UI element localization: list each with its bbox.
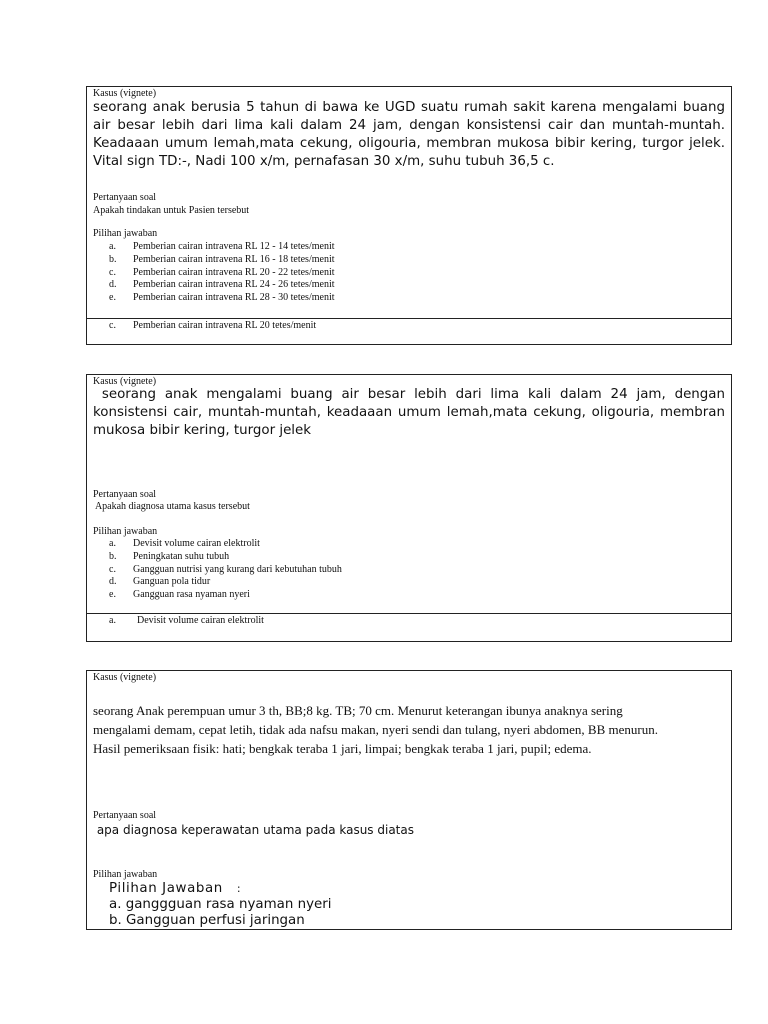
option-a: a. ganggguan rasa nyaman nyeri [109, 897, 332, 912]
question-card-2 [86, 374, 732, 642]
pertanyaan-label: Pertanyaan soal [93, 810, 157, 821]
vignette-line: seorang Anak perempuan umur 3 th, BB;8 kg. TB; 70 cm. Menurut keterangan ibunya anaknya sering [93, 703, 623, 718]
kasus-label: Kasus (vignete) [93, 88, 157, 99]
pertanyaan-text: Apakah diagnosa utama kasus tersebut [93, 501, 250, 512]
pilihan-label: Pilihan jawaban [93, 526, 158, 537]
pertanyaan-text: apa diagnosa keperawatan utama pada kasus diatas [93, 823, 414, 837]
option-b: b. Pemberian cairan intravena RL 16 - 18 tetes/menit [109, 254, 335, 265]
vignette-line: mengalami demam, cepat letih, tidak ada nafsu makan, nyeri sendi dan tulang, nyeri abdomen, BB menurun. [93, 722, 658, 737]
answer-divider [87, 613, 731, 614]
pilihan-label: Pilihan jawaban [93, 228, 158, 239]
pilihan-heading: Pilihan Jawaban : [109, 881, 241, 896]
pertanyaan-text: Apakah tindakan untuk Pasien tersebut [93, 205, 250, 216]
option-c: c. Gangguan nutrisi yang kurang dari kebutuhan tubuh [109, 564, 342, 575]
answer-divider [87, 318, 731, 319]
option-d: d. Ganguan pola tidur [109, 576, 211, 587]
vignette-text: seorang anak berusia 5 tahun di bawa ke UGD suatu rumah sakit karena mengalami buang air besar lebih dari lima kali dalam 24 jam, dengan konsistensi cair dan muntah-muntah. Keadaaan umum lemah,mata cekung, oligouria, membran mukosa bibir kering, turgor jelek. Vital sign TD:-, Nadi 100 x/m, pernafasan 30 x/m, suhu tubuh 36,5 c. [93, 100, 725, 169]
answer-key: a. Devisit volume cairan elektrolit [109, 615, 264, 626]
option-a: a. Pemberian cairan intravena RL 12 - 14 tetes/menit [109, 241, 335, 252]
answer-key: c. Pemberian cairan intravena RL 20 tetes/menit [109, 320, 317, 331]
vignette-line: Hasil pemeriksaan fisik: hati; bengkak teraba 1 jari, limpai; bengkak teraba 1 jari, pupil; edema. [93, 741, 592, 756]
option-d: d. Pemberian cairan intravena RL 24 - 26 tetes/menit [109, 279, 335, 290]
option-c: c. Pemberian cairan intravena RL 20 - 22 tetes/menit [109, 267, 335, 278]
pertanyaan-label: Pertanyaan soal [93, 489, 157, 500]
option-e: e. Gangguan rasa nyaman nyeri [109, 589, 250, 600]
pertanyaan-label: Pertanyaan soal [93, 192, 157, 203]
vignette-text: seorang anak mengalami buang air besar lebih dari lima kali dalam 24 jam, dengan konsistensi cair, muntah-muntah, keadaaan umum lemah,mata cekung, oligouria, membran mukosa bibir kering, turgor jelek [93, 387, 730, 438]
option-e: e. Pemberian cairan intravena RL 28 - 30 tetes/menit [109, 292, 335, 303]
pilihan-label: Pilihan jawaban [93, 869, 158, 880]
vignette-text [93, 701, 723, 758]
option-b: b. Gangguan perfusi jaringan [109, 913, 305, 928]
option-b: b. Peningkatan suhu tubuh [109, 551, 230, 562]
option-a: a. Devisit volume cairan elektrolit [109, 538, 260, 549]
kasus-label: Kasus (vignete) [93, 672, 157, 683]
question-card-1 [86, 86, 732, 345]
question-card-3 [86, 670, 732, 930]
kasus-label: Kasus (vignete) [93, 376, 157, 387]
